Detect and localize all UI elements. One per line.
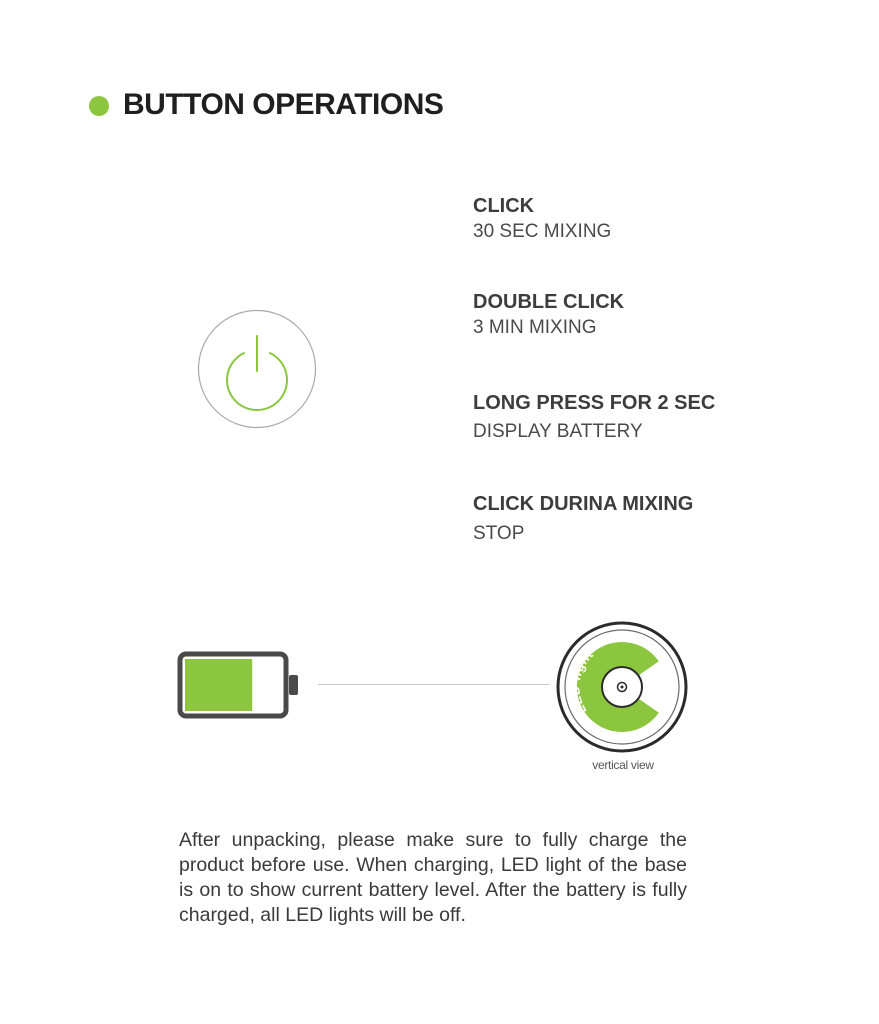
operation-desc-long-press: DISPLAY BATTERY — [473, 421, 643, 442]
battery-charge-fill — [185, 659, 252, 711]
power-button-illustration — [197, 309, 317, 434]
operation-label-long-press: LONG PRESS FOR 2 SEC — [473, 392, 716, 414]
power-icon — [197, 309, 317, 429]
battery-icon — [176, 650, 302, 727]
charging-note: After unpacking, please make sure to fully charge the product before use. When charging, LED light of the base is on to show current battery level. After the battery is fully charged, all LED lights will be off. — [179, 829, 687, 926]
connector-line — [318, 684, 550, 685]
base-vertical-view-diagram — [555, 620, 689, 759]
section-title: BUTTON OPERATIONS — [123, 88, 444, 121]
operation-desc-click: 30 SEC MIXING — [473, 221, 612, 242]
operation-label-double-click: DOUBLE CLICK — [473, 291, 625, 313]
diagram-caption: vertical view — [592, 758, 654, 772]
operation-desc-stop: STOP — [473, 523, 525, 544]
operation-desc-double-click: 3 MIN MIXING — [473, 317, 597, 338]
section-bullet — [89, 96, 109, 116]
led-light-label: LED light — [567, 646, 597, 718]
operation-label-click-during-mixing: CLICK DURINA MIXING — [473, 493, 694, 515]
operation-label-click: CLICK — [473, 195, 535, 217]
